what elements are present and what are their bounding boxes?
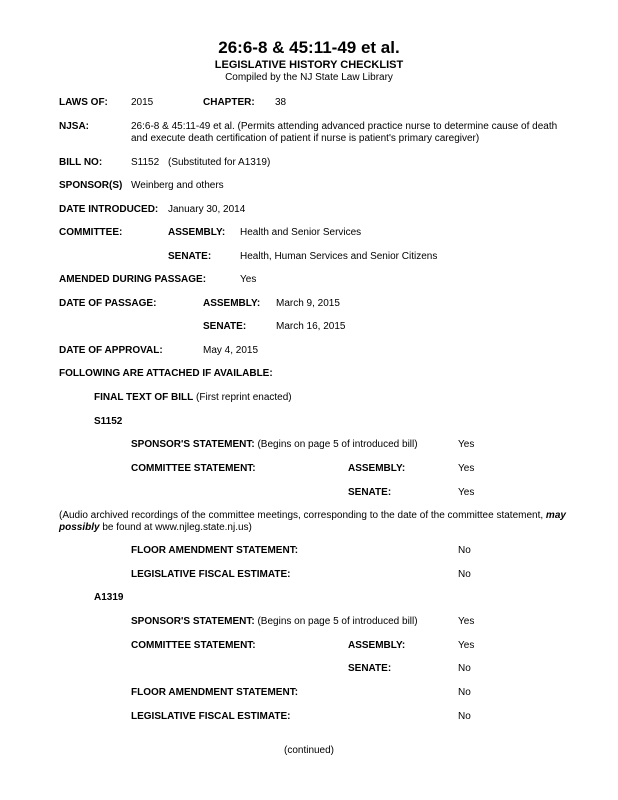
- document-title: 26:6-8 & 45:11-49 et al.: [218, 38, 400, 57]
- continued-footer: (continued): [283, 745, 335, 756]
- s1152-floor-amendment-label: FLOOR AMENDMENT STATEMENT:: [131, 545, 299, 556]
- committee-senate-value: Health, Human Services and Senior Citizens: [240, 251, 438, 262]
- passage-senate-label: SENATE:: [203, 321, 247, 332]
- final-text-label: FINAL TEXT OF BILL: [94, 392, 194, 403]
- amended-value: Yes: [240, 274, 257, 285]
- audio-note-text: (Audio archived recordings of the committee meetings, corresponding to the date of the committee statement,: [59, 510, 546, 521]
- a1319-fiscal-estimate-value: No: [458, 711, 471, 722]
- a1319-assembly-label: ASSEMBLY:: [348, 640, 406, 651]
- s1152-fiscal-estimate-value: No: [458, 569, 471, 580]
- a1319-sponsor-statement-value: Yes: [458, 616, 475, 627]
- bill-no-label: BILL NO:: [59, 157, 103, 168]
- s1152-sponsor-statement-note: (Begins on page 5 of introduced bill): [257, 439, 418, 450]
- date-introduced-value: January 30, 2014: [168, 204, 246, 215]
- final-text-note: (First reprint enacted): [196, 392, 292, 403]
- passage-senate-value: March 16, 2015: [276, 321, 346, 332]
- bill-no-value: S1152: [131, 157, 160, 168]
- bill-no-note: (Substituted for A1319): [168, 157, 271, 168]
- s1152-heading: S1152: [94, 416, 123, 427]
- a1319-sponsor-statement-note: (Begins on page 5 of introduced bill): [257, 616, 418, 627]
- a1319-heading: A1319: [94, 592, 124, 603]
- date-of-approval-label: DATE OF APPROVAL:: [59, 345, 163, 356]
- s1152-sponsor-statement-label: SPONSOR'S STATEMENT:: [131, 439, 255, 450]
- a1319-fiscal-estimate-label: LEGISLATIVE FISCAL ESTIMATE:: [131, 711, 291, 722]
- document-subtitle: LEGISLATIVE HISTORY CHECKLIST: [214, 59, 404, 71]
- compiled-by-line: Compiled by the NJ State Law Library: [225, 72, 393, 83]
- audio-note-tail: be found at www.njleg.state.nj.us): [99, 522, 252, 533]
- passage-assembly-label: ASSEMBLY:: [203, 298, 261, 309]
- s1152-fiscal-estimate-label: LEGISLATIVE FISCAL ESTIMATE:: [131, 569, 291, 580]
- date-of-passage-label: DATE OF PASSAGE:: [59, 298, 157, 309]
- s1152-sponsor-statement-value: Yes: [458, 439, 475, 450]
- committee-assembly-label: ASSEMBLY:: [168, 227, 226, 238]
- committee-label: COMMITTEE:: [59, 227, 123, 238]
- date-of-approval-value: May 4, 2015: [203, 345, 259, 356]
- committee-senate-label: SENATE:: [168, 251, 212, 262]
- s1152-assembly-value: Yes: [458, 463, 475, 474]
- attachments-heading: FOLLOWING ARE ATTACHED IF AVAILABLE:: [59, 368, 273, 379]
- a1319-senate-value: No: [458, 663, 471, 674]
- laws-of-label: LAWS OF:: [59, 97, 108, 108]
- committee-assembly-value: Health and Senior Services: [240, 227, 362, 238]
- amended-label: AMENDED DURING PASSAGE:: [59, 274, 207, 285]
- laws-of-value: 2015: [131, 97, 154, 108]
- a1319-assembly-value: Yes: [458, 640, 475, 651]
- a1319-floor-amendment-value: No: [458, 687, 471, 698]
- s1152-sponsor-statement: [131, 439, 418, 451]
- a1319-sponsor-statement: [131, 616, 418, 628]
- date-introduced-label: DATE INTRODUCED:: [59, 204, 159, 215]
- sponsor-label: SPONSOR(S): [59, 180, 123, 191]
- s1152-assembly-label: ASSEMBLY:: [348, 463, 406, 474]
- audio-note-emphasis: may possibly: [59, 510, 566, 533]
- a1319-committee-statement-label: COMMITTEE STATEMENT:: [131, 640, 256, 651]
- audio-archive-note: [59, 510, 604, 534]
- a1319-senate-label: SENATE:: [348, 663, 392, 674]
- s1152-committee-statement-label: COMMITTEE STATEMENT:: [131, 463, 256, 474]
- a1319-sponsor-statement-label: SPONSOR'S STATEMENT:: [131, 616, 255, 627]
- s1152-floor-amendment-value: No: [458, 545, 471, 556]
- sponsor-value: Weinberg and others: [131, 180, 224, 191]
- chapter-value: 38: [275, 97, 287, 108]
- a1319-floor-amendment-label: FLOOR AMENDMENT STATEMENT:: [131, 687, 299, 698]
- s1152-senate-label: SENATE:: [348, 487, 392, 498]
- s1152-senate-value: Yes: [458, 487, 475, 498]
- passage-assembly-value: March 9, 2015: [276, 298, 340, 309]
- njsa-label: NJSA:: [59, 121, 90, 132]
- chapter-label: CHAPTER:: [203, 97, 255, 108]
- njsa-value: 26:6-8 & 45:11-49 et al. (Permits attending advanced practice nurse to determine cause of death and execute death certification of patient if nurse is patient's primary caregiver): [131, 121, 558, 144]
- final-text-line: [94, 392, 292, 404]
